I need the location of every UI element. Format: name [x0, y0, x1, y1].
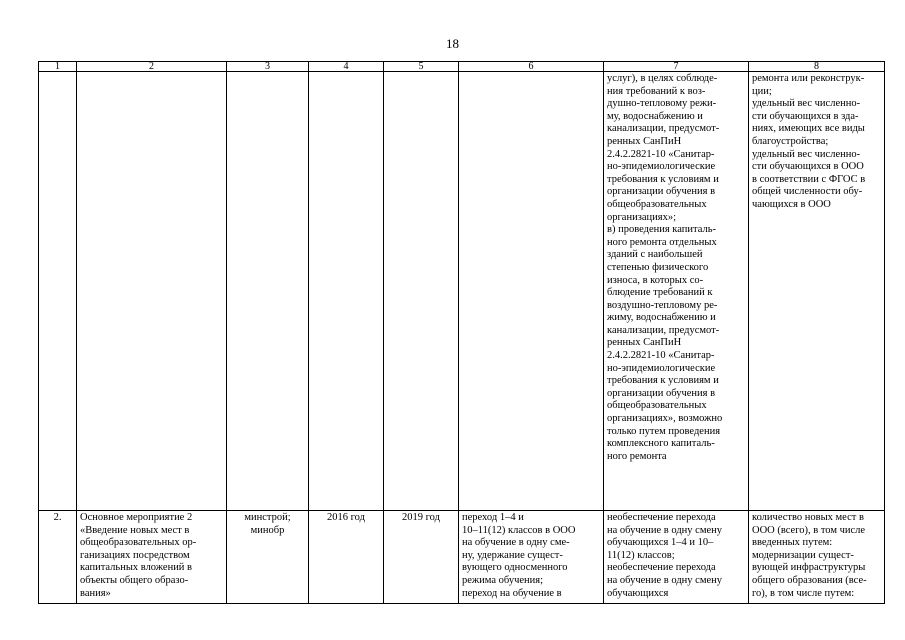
- cell-measure: [77, 72, 227, 511]
- text-line: общеобразовательных ор-: [80, 537, 197, 549]
- col-header-3: 3: [227, 62, 309, 72]
- text-line: в соответствии с ФГОС в: [752, 173, 866, 185]
- text-line: воздушно-тепловому ре-: [607, 299, 718, 311]
- text-line: ремонта или реконструк-: [752, 73, 865, 84]
- col-header-1: 1: [39, 62, 77, 72]
- text-line: организациях»;: [607, 211, 676, 223]
- text-line: жиму, водоснабжению и: [607, 312, 716, 324]
- text-line: 2.4.2.2821-10 «Санитар-: [607, 148, 715, 160]
- cell-start: [309, 72, 384, 511]
- text-line: обучающихся: [607, 587, 669, 599]
- text-line: комплексного капиталь-: [607, 438, 715, 450]
- text-line: канализации, предусмот-: [607, 123, 720, 135]
- col-header-6: 6: [459, 62, 604, 72]
- text-line: обучающихся 1–4 и 10–: [607, 537, 714, 549]
- text-line: «Введение новых мест в: [80, 524, 190, 536]
- cell-indicators: [749, 72, 885, 511]
- text-line: ренных СанПиН: [607, 337, 682, 349]
- text-line: благоустройства;: [752, 135, 829, 147]
- text-line: только путем проведения: [607, 425, 721, 437]
- text-line: организации обучения в: [607, 387, 716, 399]
- cell-start: 2016 год: [309, 511, 384, 604]
- cell-consequences: [604, 72, 749, 511]
- text-line: сти обучающихся в зда-: [752, 110, 859, 122]
- text-line: необеспечение перехода: [607, 562, 716, 574]
- text-line: ного ремонта: [607, 450, 667, 462]
- text-line: но-эпидемиологические: [607, 362, 716, 374]
- text-line: 2.4.2.2821-10 «Санитар-: [607, 350, 715, 362]
- col-header-4: 4: [309, 62, 384, 72]
- text-line: вания»: [80, 587, 111, 599]
- text-line: ниях, имеющих все виды: [752, 123, 865, 135]
- col-header-5: 5: [384, 62, 459, 72]
- text-line: услуг), в целях соблюде-: [607, 73, 718, 84]
- cell-number: [39, 72, 77, 511]
- text-line: ООО (всего), в том числе: [752, 524, 866, 536]
- col-header-8: 8: [749, 62, 885, 72]
- text-line: минстрой;: [244, 512, 291, 523]
- cell-indicators: [749, 511, 885, 604]
- text-line: канализации, предусмот-: [607, 324, 720, 336]
- text-line: на обучение в одну смену: [607, 574, 723, 586]
- cell-end: 2019 год: [384, 511, 459, 604]
- cell-number: 2.: [39, 511, 77, 604]
- text-line: ну, удержание сущест-: [462, 549, 563, 561]
- text-line: требования к условиям и: [607, 173, 719, 185]
- cell-executor: [227, 72, 309, 511]
- text-line: 10–11(12) классов в ООО: [462, 524, 576, 536]
- text-line: ренных СанПиН: [607, 135, 682, 147]
- text-line: вующего односменного: [462, 562, 568, 574]
- text-line: го), в том числе путем:: [752, 587, 855, 599]
- text-line: 11(12) классов;: [607, 549, 675, 561]
- cell-end: [384, 72, 459, 511]
- text-line: введенных путем:: [752, 537, 833, 549]
- text-line: требования к условиям и: [607, 375, 719, 387]
- text-line: общего образования (все-: [752, 574, 867, 586]
- text-line: необеспечение перехода: [607, 512, 716, 523]
- text-line: зданий с наибольшей: [607, 249, 703, 261]
- text-line: степенью физического: [607, 261, 709, 273]
- text-line: ганизациях посредством: [80, 549, 190, 561]
- text-line: удельный вес численно-: [752, 98, 861, 110]
- text-line: общей численности обу-: [752, 186, 863, 198]
- text-line: износа, в которых со-: [607, 274, 704, 286]
- text-line: организациях», возможно: [607, 413, 723, 425]
- text-line: на обучение в одну смену: [607, 524, 723, 536]
- text-line: в) проведения капиталь-: [607, 224, 717, 236]
- cell-result: [459, 511, 604, 604]
- text-line: модернизации сущест-: [752, 549, 854, 561]
- text-line: общеобразовательных: [607, 400, 707, 412]
- text-line: общеобразовательных: [607, 198, 707, 210]
- cell-measure: [77, 511, 227, 604]
- text-line: но-эпидемиологические: [607, 161, 716, 173]
- text-line: му, водоснабжению и: [607, 110, 703, 122]
- text-line: ния требований к воз-: [607, 85, 706, 97]
- text-line: на обучение в одну сме-: [462, 537, 570, 549]
- text-line: объекты общего образо-: [80, 574, 189, 586]
- text-line: режима обучения;: [462, 574, 544, 586]
- text-line: организации обучения в: [607, 186, 716, 198]
- text-line: Основное мероприятие 2: [80, 512, 193, 523]
- text-line: блюдение требований к: [607, 287, 713, 299]
- header-row: [39, 62, 885, 72]
- text-line: капитальных вложений в: [80, 562, 193, 574]
- text-line: переход на обучение в: [462, 587, 562, 599]
- text-line: душно-тепловому режи-: [607, 98, 717, 110]
- cell-executor: [227, 511, 309, 604]
- text-line: минобр: [250, 524, 285, 536]
- cell-result: [459, 72, 604, 511]
- table-row: [39, 511, 885, 604]
- text-line: вующей инфраструктуры: [752, 562, 866, 574]
- text-line: переход 1–4 и: [462, 512, 524, 523]
- text-line: ции;: [752, 85, 772, 97]
- measures-table: [38, 61, 885, 604]
- text-line: сти обучающихся в ООО: [752, 161, 864, 173]
- col-header-2: 2: [77, 62, 227, 72]
- col-header-7: 7: [604, 62, 749, 72]
- table-row: [39, 72, 885, 511]
- text-line: количество новых мест в: [752, 512, 864, 523]
- text-line: ного ремонта отдельных: [607, 236, 717, 248]
- text-line: чающихся в ООО: [752, 198, 831, 210]
- text-line: удельный вес численно-: [752, 148, 861, 160]
- page-number: 18: [446, 36, 459, 51]
- cell-consequences: [604, 511, 749, 604]
